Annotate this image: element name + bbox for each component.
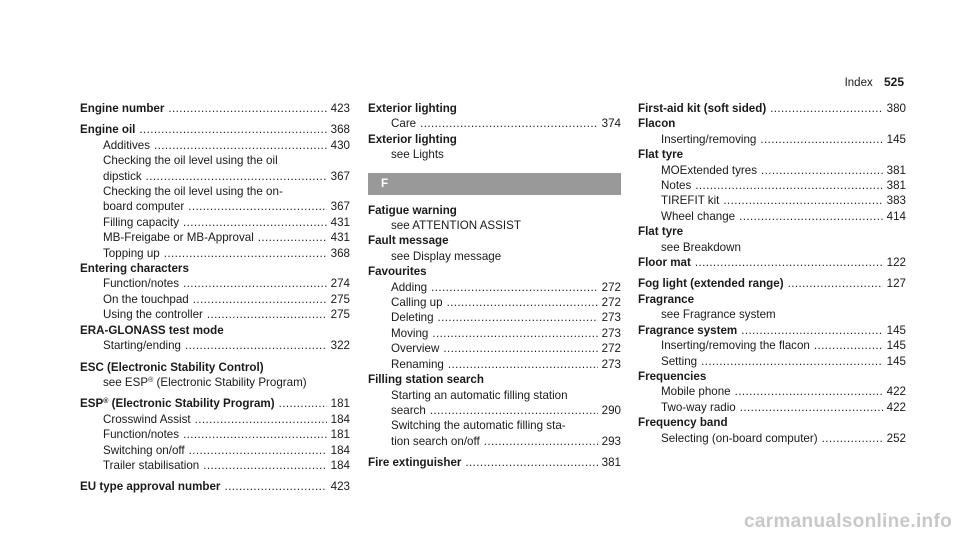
entry-page: 290	[601, 403, 621, 417]
dot-leader	[188, 199, 326, 214]
index-heading: ESC (Electronic Stability Control)	[80, 360, 264, 374]
entry-label: MB-Freigabe or MB-Approval	[103, 231, 254, 245]
index-heading: Flacon	[638, 117, 676, 131]
dot-leader	[822, 431, 883, 446]
index-subentry	[80, 338, 350, 353]
entry-label: Calling up	[391, 296, 443, 310]
index-entry	[638, 255, 906, 270]
index-see-reference: see Display message	[391, 249, 502, 263]
entry-label: Crosswind Assist	[103, 412, 191, 426]
entry-page: 368	[330, 246, 350, 260]
dot-leader	[814, 338, 883, 353]
index-heading: Frequencies	[638, 369, 707, 383]
index-see-reference: see Fragrance system	[661, 308, 776, 322]
entry-page: 184	[330, 458, 350, 472]
index-subentry	[368, 357, 621, 372]
entry-label: TIREFIT kit	[661, 194, 720, 208]
entry-label: Engine oil	[80, 123, 136, 137]
entry-label: Floor mat	[638, 256, 691, 270]
entry-label: board computer	[103, 200, 185, 214]
entry-label: Filling capacity	[103, 215, 180, 229]
index-heading: Fault message	[368, 234, 449, 248]
entry-page: 184	[330, 412, 350, 426]
index-entry	[638, 101, 906, 116]
index-subentry	[368, 326, 621, 341]
index-heading: Exterior lighting	[368, 102, 457, 115]
entry-label: EU type approval number	[80, 480, 221, 494]
entry-label: Starting/ending	[103, 339, 181, 353]
dot-leader	[723, 193, 882, 208]
entry-label: Inserting/removing	[661, 132, 757, 146]
index-subentry	[80, 458, 350, 473]
entry-label: First-aid kit (soft sided)	[638, 102, 767, 115]
index-subentry	[80, 230, 350, 245]
entry-page: 430	[330, 138, 350, 152]
dot-leader	[279, 396, 327, 411]
entry-page: 423	[330, 102, 350, 115]
index-subentry	[80, 276, 350, 291]
entry-label: Switching on/off	[103, 443, 185, 457]
entry-page: 273	[601, 311, 621, 325]
entry-page: 272	[601, 280, 621, 294]
entry-page: 273	[601, 326, 621, 340]
dot-leader	[695, 178, 882, 193]
entry-label: MOExtended tyres	[661, 163, 758, 177]
index-heading: Fatigue warning	[368, 203, 457, 217]
dot-leader	[760, 132, 882, 147]
dot-leader	[168, 101, 326, 116]
index-heading: Flat tyre	[638, 225, 684, 239]
entry-label: dipstick	[103, 169, 142, 183]
dot-leader	[146, 169, 327, 184]
index-subentry	[638, 338, 906, 353]
entry-label: Engine number	[80, 102, 165, 115]
index-entry	[80, 122, 350, 137]
dot-leader	[484, 434, 598, 449]
entry-page: 252	[886, 431, 906, 445]
index-subentry	[80, 169, 350, 184]
dot-leader	[183, 215, 327, 230]
dot-leader	[139, 122, 326, 137]
index-subentry	[368, 295, 621, 310]
index-subentry	[368, 434, 621, 449]
dot-leader	[443, 341, 597, 356]
index-subentry	[638, 354, 906, 369]
entry-label: ESP® (Electronic Stability Program)	[80, 397, 275, 411]
entry-page: 367	[330, 169, 350, 183]
index-subentry	[80, 412, 350, 427]
entry-page: 127	[886, 277, 906, 291]
index-heading: Fragrance	[638, 292, 695, 306]
index-entry	[80, 396, 350, 411]
index-subentry	[80, 292, 350, 307]
entry-label: Trailer stabilisation	[103, 458, 200, 472]
index-heading: ERA-GLONASS test mode	[80, 323, 224, 337]
dot-leader	[154, 138, 327, 153]
index-heading: Frequency band	[638, 416, 728, 430]
entry-label: On the touchpad	[103, 292, 189, 306]
index-subentry	[638, 132, 906, 147]
entry-page: 184	[330, 443, 350, 457]
entry-page: 322	[330, 339, 350, 353]
entry-page: 414	[886, 209, 906, 223]
index-column-1	[80, 101, 350, 495]
index-subentry	[80, 246, 350, 261]
dot-leader	[761, 163, 883, 178]
index-entry	[638, 276, 906, 291]
index-subentry	[80, 199, 350, 214]
dot-leader	[695, 255, 883, 270]
entry-label: Using the controller	[103, 308, 203, 322]
dot-leader	[195, 412, 327, 427]
entry-page: 422	[886, 385, 906, 399]
dot-leader	[770, 101, 882, 116]
index-subentry	[638, 384, 906, 399]
entry-page: 181	[330, 428, 350, 442]
section-letter-bar: F	[368, 173, 621, 195]
index-see-reference: see Breakdown	[661, 240, 741, 254]
entry-page: 431	[330, 215, 350, 229]
dot-leader	[183, 427, 327, 442]
dot-leader	[430, 403, 598, 418]
index-subentry	[638, 193, 906, 208]
entry-label: Function/notes	[103, 277, 180, 291]
index-subentry	[368, 280, 621, 295]
dot-leader	[465, 455, 597, 470]
entry-label: search	[391, 403, 426, 417]
entry-page: 368	[330, 123, 350, 137]
entry-label: Function/notes	[103, 428, 180, 442]
index-entry	[80, 479, 350, 494]
entry-page: 381	[601, 456, 621, 470]
index-subentry-line: Checking the oil level using the on-	[103, 185, 283, 199]
entry-page: 273	[601, 357, 621, 371]
index-subentry	[638, 163, 906, 178]
entry-label: Selecting (on-board computer)	[661, 431, 818, 445]
index-heading: Exterior lighting	[368, 132, 457, 146]
entry-page: 145	[886, 323, 906, 337]
index-see-reference: see ATTENTION ASSIST	[391, 219, 521, 233]
dot-leader	[193, 292, 327, 307]
entry-label: Topping up	[103, 246, 160, 260]
entry-page: 381	[886, 163, 906, 177]
entry-label: Notes	[661, 179, 692, 193]
index-subentry	[638, 431, 906, 446]
page-number: 525	[883, 75, 904, 89]
dot-leader	[432, 326, 597, 341]
entry-label: Setting	[661, 354, 698, 368]
index-subentry	[638, 178, 906, 193]
index-subentry	[368, 403, 621, 418]
entry-label: Care	[391, 117, 417, 131]
entry-label: Wheel change	[661, 209, 736, 223]
entry-page: 293	[601, 434, 621, 448]
entry-label: Fire extinguisher	[368, 456, 462, 470]
index-subentry	[80, 138, 350, 153]
index-column-3	[638, 101, 906, 446]
index-subentry-line: Switching the automatic filling sta-	[391, 419, 566, 433]
index-entry	[638, 323, 906, 338]
page-header	[845, 75, 904, 91]
dot-leader	[735, 384, 883, 399]
index-heading: Filling station search	[368, 373, 484, 387]
entry-page: 122	[886, 256, 906, 270]
dot-leader	[203, 458, 326, 473]
dot-leader	[741, 323, 882, 338]
index-subentry	[80, 427, 350, 442]
index-entry	[368, 455, 621, 470]
index-subentry	[80, 215, 350, 230]
dot-leader	[207, 307, 327, 322]
dot-leader	[183, 276, 327, 291]
index-label: Index	[844, 77, 873, 89]
index-entry	[80, 101, 350, 116]
dot-leader	[447, 295, 598, 310]
index-subentry	[638, 400, 906, 415]
entry-label: Fog light (extended range)	[638, 277, 784, 291]
entry-label: Overview	[391, 342, 440, 356]
dot-leader	[431, 280, 598, 295]
index-column-2	[368, 101, 621, 471]
entry-page: 275	[330, 292, 350, 306]
dot-leader	[224, 479, 326, 494]
entry-page: 380	[886, 102, 906, 115]
entry-page: 381	[886, 179, 906, 193]
entry-label: Deleting	[391, 311, 434, 325]
entry-page: 275	[330, 308, 350, 322]
entry-page: 181	[330, 397, 350, 411]
entry-label: Moving	[391, 326, 429, 340]
entry-page: 383	[886, 194, 906, 208]
entry-page: 274	[330, 277, 350, 291]
entry-page: 374	[601, 117, 621, 131]
index-subentry	[80, 443, 350, 458]
entry-page: 422	[886, 400, 906, 414]
dot-leader	[189, 443, 327, 458]
index-see-reference: see ESP® (Electronic Stability Program)	[103, 375, 307, 389]
entry-label: Fragrance system	[638, 323, 738, 337]
dot-leader	[185, 338, 327, 353]
index-see-reference: see Lights	[391, 148, 444, 162]
dot-leader	[701, 354, 883, 369]
entry-page: 145	[886, 132, 906, 146]
index-subentry	[80, 307, 350, 322]
index-heading: Entering characters	[80, 262, 189, 276]
dot-leader	[438, 310, 598, 325]
entry-label: Renaming	[391, 357, 444, 371]
dot-leader	[164, 246, 327, 261]
entry-page: 272	[601, 342, 621, 356]
index-heading: Flat tyre	[638, 148, 684, 162]
index-subentry	[368, 341, 621, 356]
entry-label: Mobile phone	[661, 385, 731, 399]
index-subentry	[368, 310, 621, 325]
dot-leader	[420, 116, 598, 131]
index-heading: Favourites	[368, 265, 427, 279]
entry-page: 423	[330, 480, 350, 494]
dot-leader	[448, 357, 598, 372]
entry-label: Inserting/removing the flacon	[661, 339, 810, 353]
entry-page: 431	[330, 231, 350, 245]
entry-label: Two-way radio	[661, 400, 736, 414]
entry-page: 145	[886, 339, 906, 353]
entry-page: 145	[886, 354, 906, 368]
index-subentry	[638, 209, 906, 224]
index-subentry	[368, 116, 621, 131]
entry-label: Additives	[103, 138, 151, 152]
entry-label: tion search on/off	[391, 434, 480, 448]
dot-leader	[788, 276, 883, 291]
index-subentry-line: Starting an automatic filling station	[391, 388, 568, 402]
entry-page: 367	[330, 200, 350, 214]
entry-page: 272	[601, 296, 621, 310]
dot-leader	[258, 230, 327, 245]
dot-leader	[739, 209, 883, 224]
entry-label: Adding	[391, 280, 428, 294]
dot-leader	[740, 400, 883, 415]
watermark: carmanualsonline.info	[744, 510, 952, 532]
index-subentry-line: Checking the oil level using the oil	[103, 154, 278, 168]
